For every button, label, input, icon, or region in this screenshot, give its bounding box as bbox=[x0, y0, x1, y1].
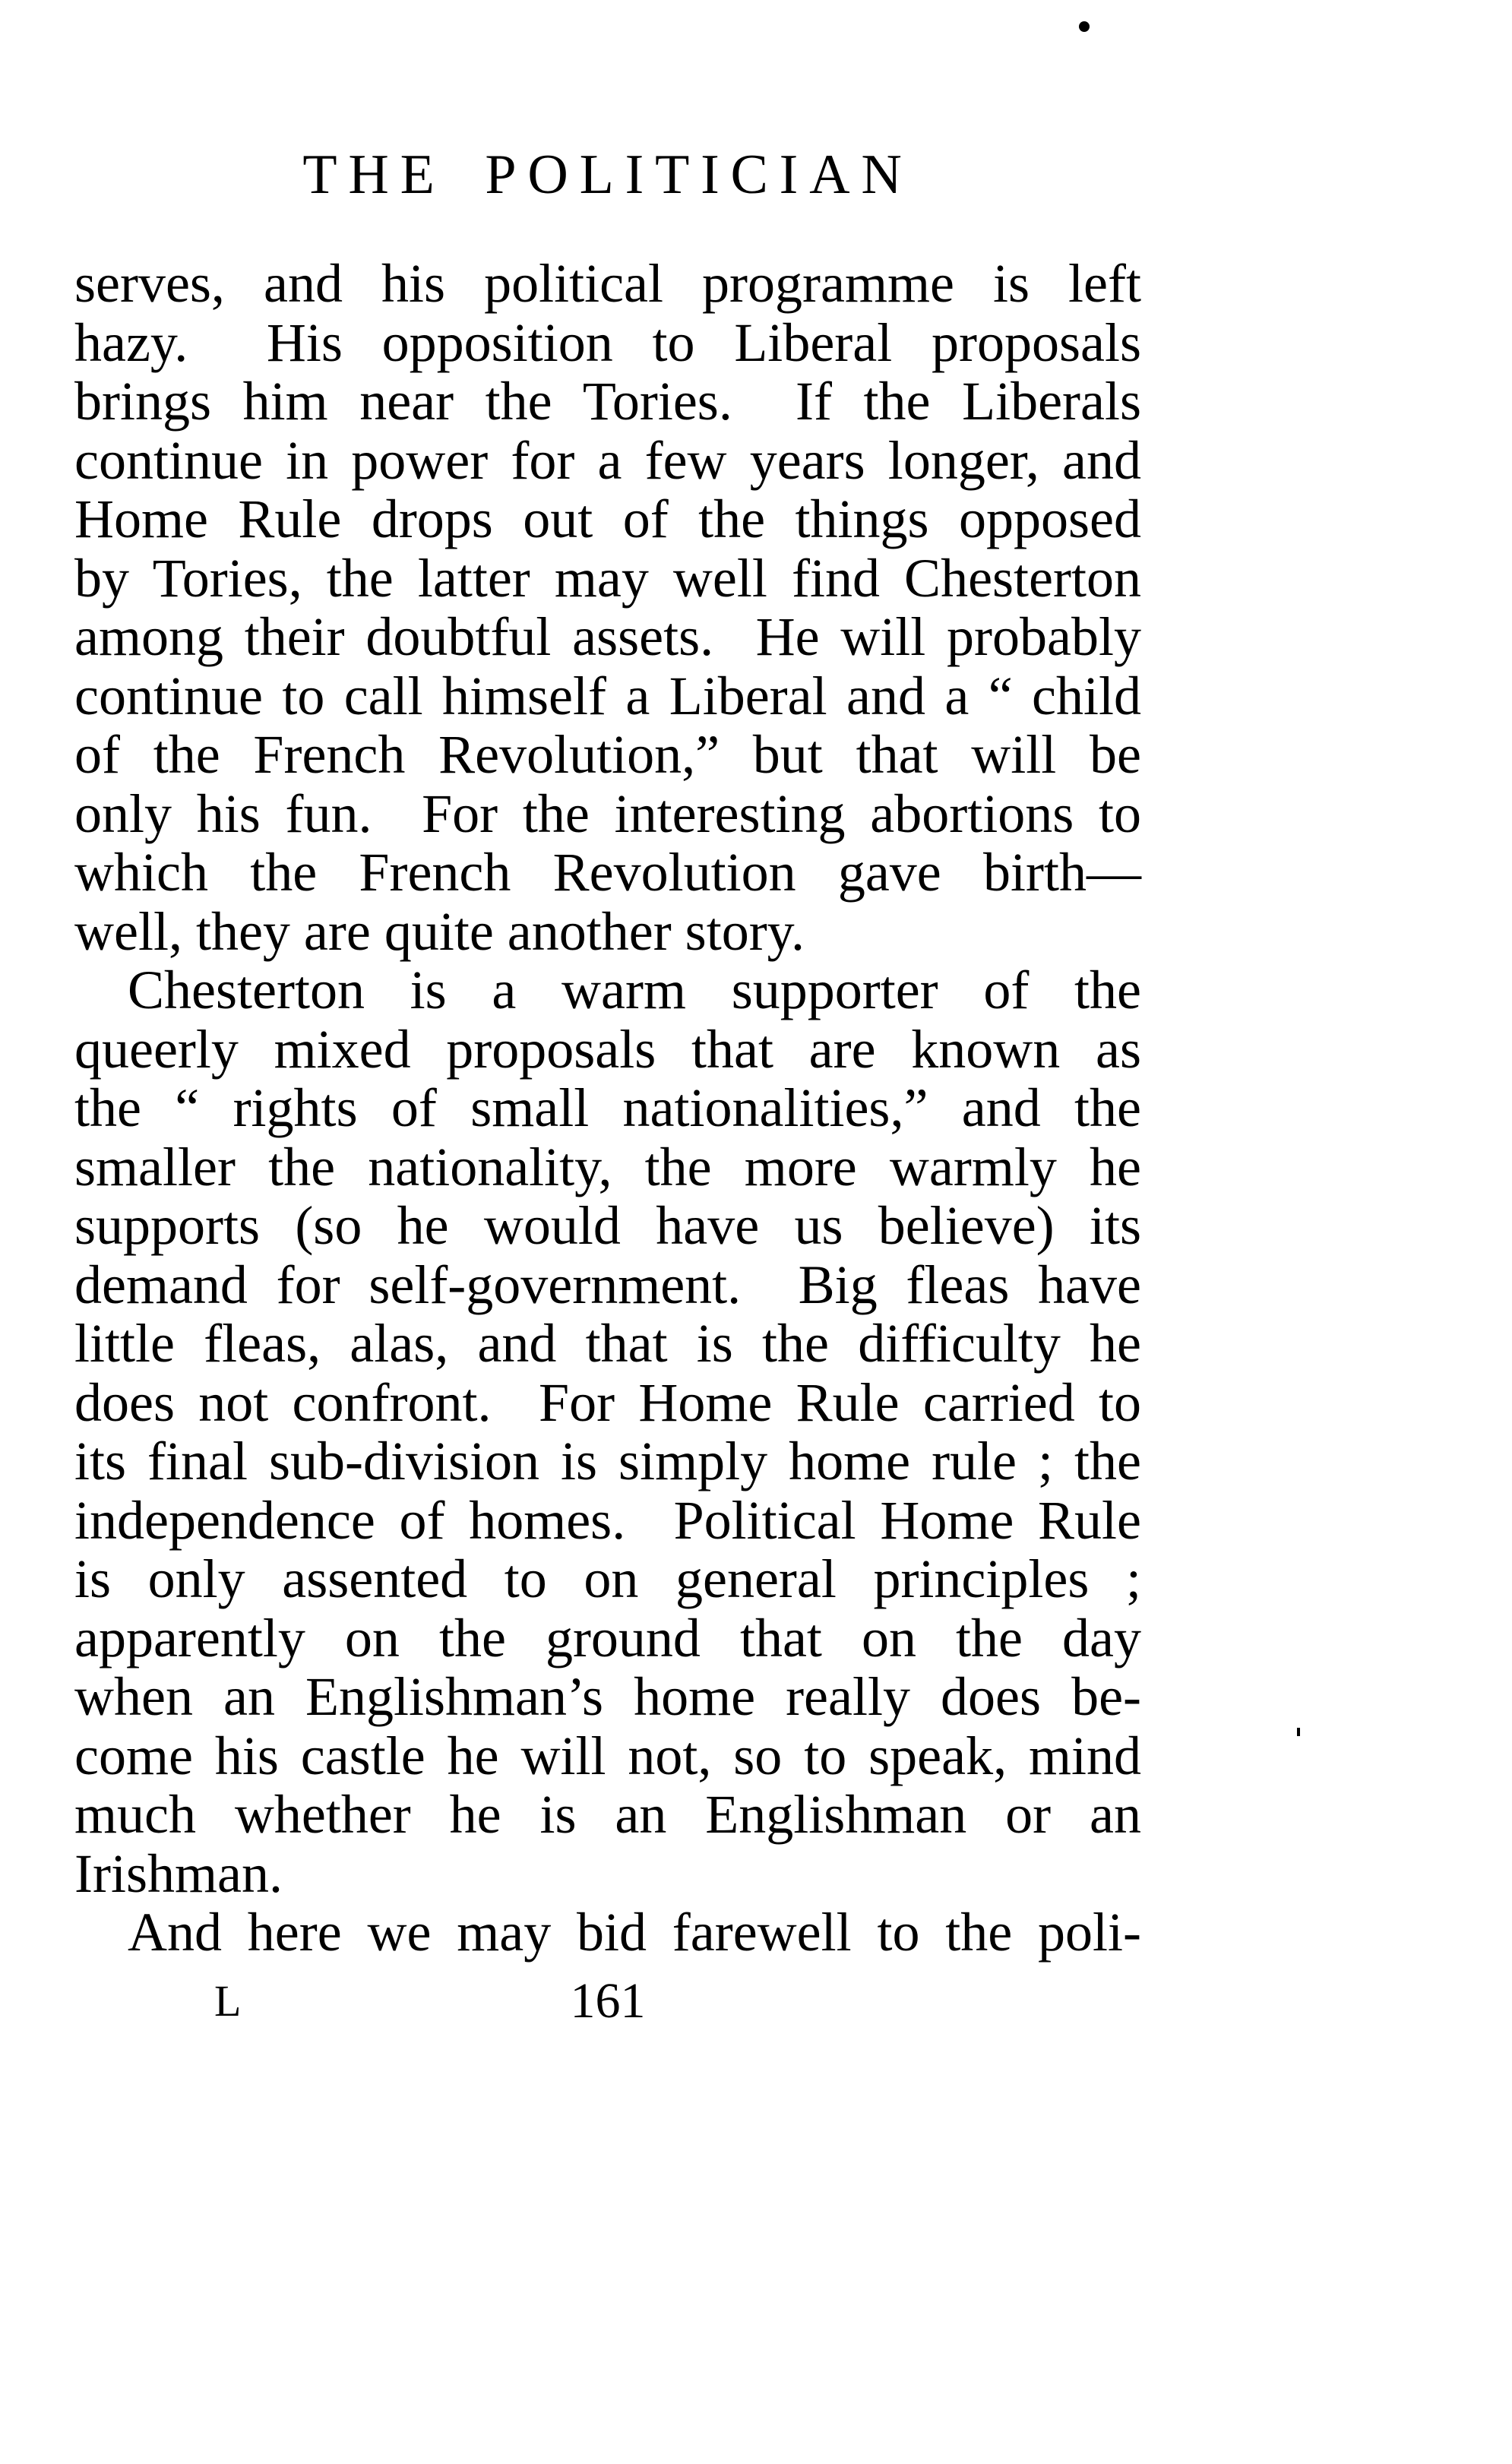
text-line: Irishman. bbox=[74, 1842, 283, 1904]
text-line: does not confront. For Home Rule carried to bbox=[74, 1371, 1141, 1433]
ink-speck bbox=[1297, 1728, 1300, 1736]
text-line: its final sub-division is simply home rule ; the bbox=[74, 1431, 1141, 1491]
text-line: Home Rule drops out of the things opposed bbox=[74, 489, 1141, 549]
text-line: queerly mixed proposals that are known as bbox=[74, 1018, 1141, 1080]
text-line: only his fun. For the interesting abortions to bbox=[74, 783, 1141, 844]
body-text bbox=[74, 255, 1141, 1963]
text-line: supports (so he would have us believe) its bbox=[74, 1195, 1141, 1256]
text-line: by Tories, the latter may well find Chesterton bbox=[74, 547, 1141, 609]
text-line: smaller the nationality, the more warmly he bbox=[74, 1136, 1141, 1197]
text-line: come his castle he will not, so to speak, mind bbox=[74, 1725, 1141, 1786]
text-line: the “ rights of small nationalities,” and the bbox=[74, 1077, 1141, 1138]
text-line: little fleas, alas, and that is the difficulty he bbox=[74, 1313, 1141, 1374]
text-line: much whether he is an Englishman or an bbox=[74, 1784, 1141, 1845]
text-line: among their doubtful assets. He will probably bbox=[74, 606, 1141, 667]
ink-dot bbox=[1079, 21, 1090, 32]
text-line: of the French Revolution,” but that will be bbox=[74, 724, 1141, 785]
text-line: brings him near the Tories. If the Liberals bbox=[74, 371, 1141, 432]
page-number: 161 bbox=[570, 1973, 646, 2029]
text-line: serves, and his political programme is left bbox=[74, 253, 1141, 314]
text-line: apparently on the ground that on the day bbox=[74, 1607, 1141, 1668]
text-line: which the French Revolution gave birth— bbox=[74, 842, 1141, 903]
text-line: continue to call himself a Liberal and a “ child bbox=[74, 665, 1141, 726]
text-line: independence of homes. Political Home Rule bbox=[74, 1489, 1141, 1551]
text-line: continue in power for a few years longer, and bbox=[74, 429, 1141, 491]
text-line: Chesterton is a warm supporter of the bbox=[128, 960, 1141, 1020]
text-line: is only assented to on general principles ; bbox=[74, 1548, 1141, 1609]
page-footer bbox=[74, 1972, 1141, 2031]
text-line: well, they are quite another story. bbox=[74, 900, 805, 962]
text-line: demand for self-government. Big fleas have bbox=[74, 1254, 1141, 1315]
chapter-title: THE POLITICIAN bbox=[302, 144, 913, 206]
text-line: And here we may bid farewell to the poli- bbox=[128, 1902, 1141, 1963]
signature-mark: L bbox=[214, 1976, 242, 2026]
text-line: hazy. His opposition to Liberal proposals bbox=[74, 312, 1141, 373]
text-line: when an Englishman’s home really does be- bbox=[74, 1666, 1141, 1727]
